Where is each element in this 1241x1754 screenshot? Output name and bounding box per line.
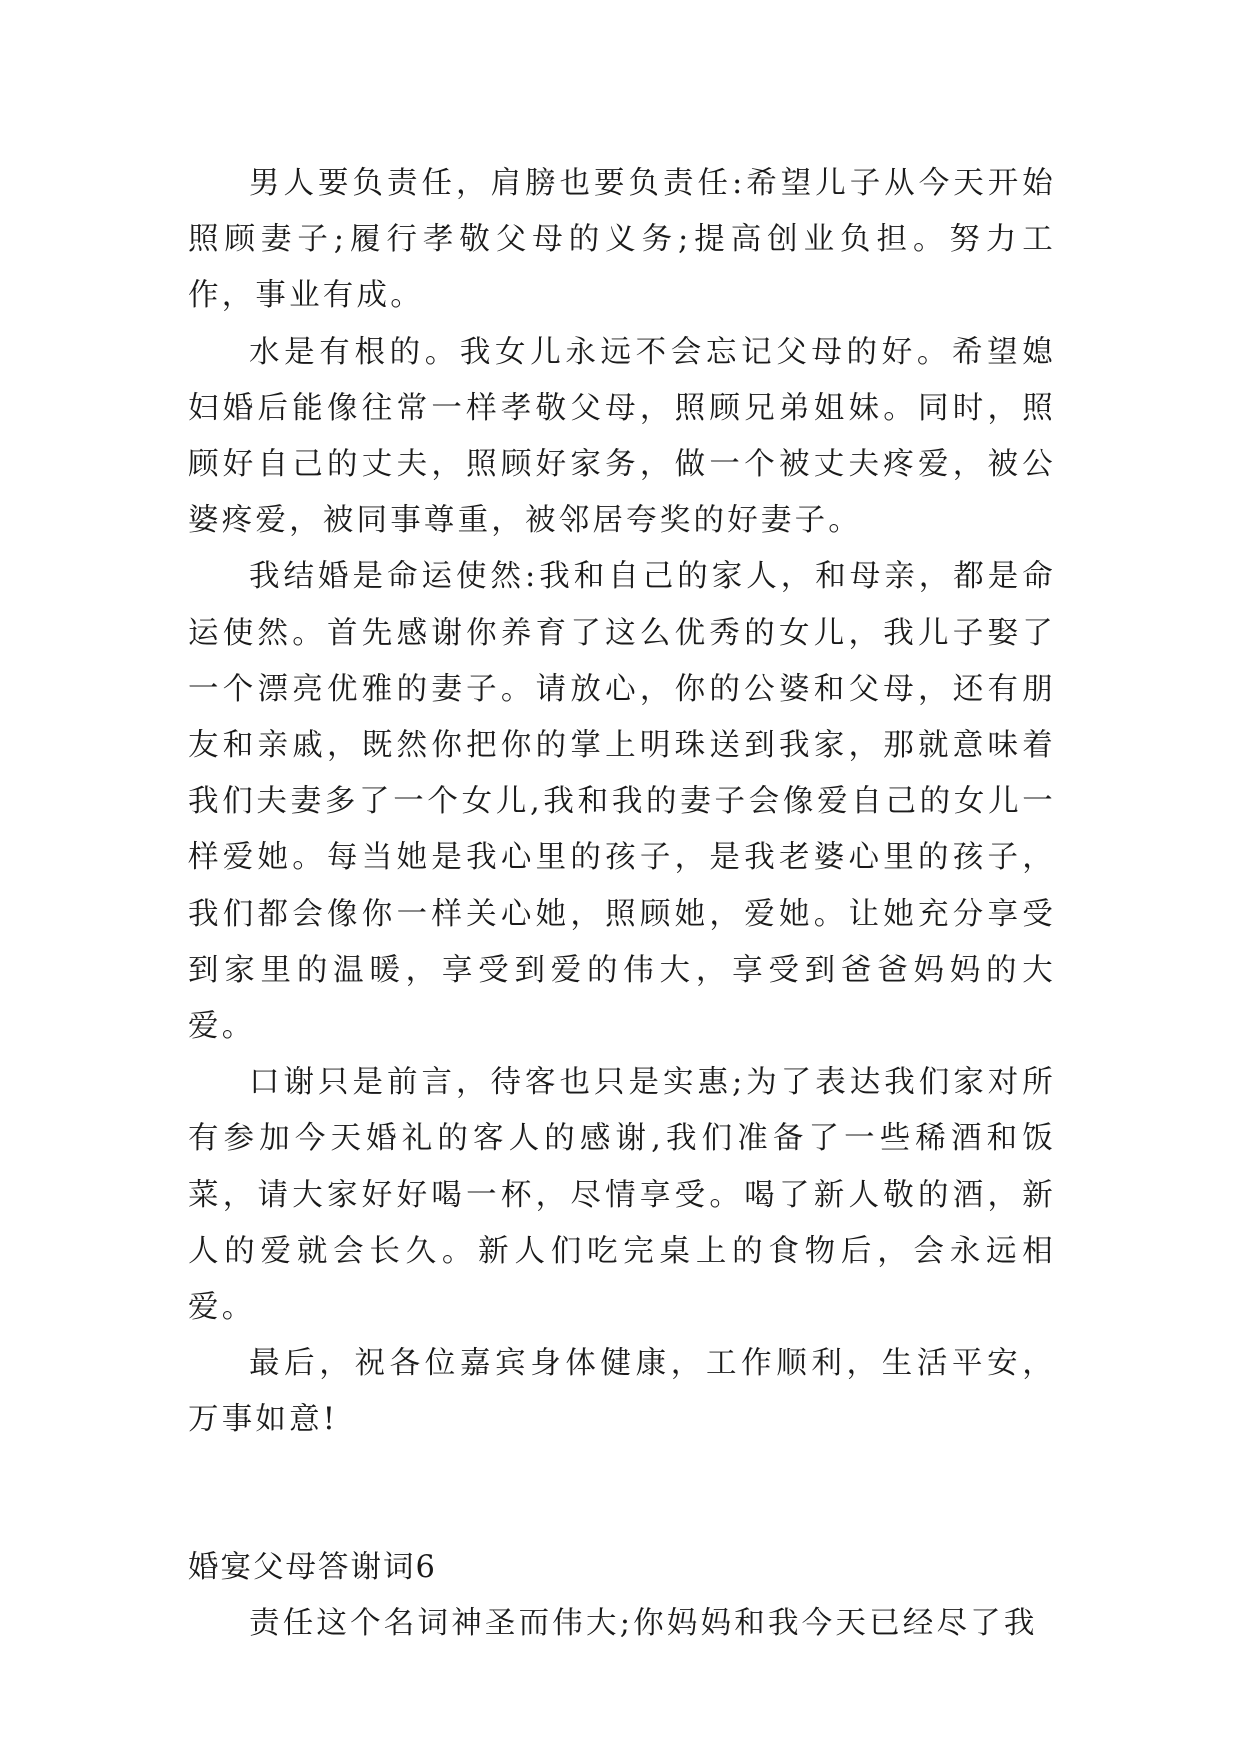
- section-paragraph: 责任这个名词神圣而伟大;你妈妈和我今天已经尽了我: [249, 1605, 1038, 1641]
- paragraph-thanks-guests: 口谢只是前言，待客也只是实惠;为了表达我们家对所有参加今天婚礼的客人的感谢,我们准备了一些稀酒和饭菜，请大家好好喝一杯，尽情享受。喝了新人敬的酒，新人的爱就会长久。新人们吃完桌上的食物后，会永远相爱。: [188, 1065, 1056, 1326]
- paragraph-closing-wishes: 最后，祝各位嘉宾身体健康，工作顺利，生活平安，万事如意!: [188, 1346, 1056, 1438]
- paragraph-responsibility: 男人要负责任，肩膀也要负责任:希望儿子从今天开始照顾妻子;履行孝敬父母的义务;提高创业负担。努力工作，事业有成。: [188, 166, 1056, 314]
- section-heading: 婚宴父母答谢词6: [188, 1549, 437, 1585]
- paragraph-daughter: 水是有根的。我女儿永远不会忘记父母的好。希望媳妇婚后能像往常一样孝敬父母，照顾兄弟姐妹。同时，照顾好自己的丈夫，照顾好家务，做一个被丈夫疼爱，被公婆疼爱，被同事尊重，被邻居夸奖的好妻子。: [188, 334, 1056, 539]
- document-page: [188, 156, 1056, 1652]
- paragraph-marriage-fate: 我结婚是命运使然:我和自己的家人，和母亲，都是命运使然。首先感谢你养育了这么优秀的女儿，我儿子娶了一个漂亮优雅的妻子。请放心，你的公婆和父母，还有朋友和亲戚，既然你把你的掌上明珠送到我家，那就意味着我们夫妻多了一个女儿,我和我的妻子会像爱自己的女儿一样爱她。每当她是我心里的孩子，是我老婆心里的孩子，我们都会像你一样关心她，照顾她，爱她。让她充分享受到家里的温暖，享受到爱的伟大，享受到爸爸妈妈的大爱。: [188, 559, 1056, 1045]
